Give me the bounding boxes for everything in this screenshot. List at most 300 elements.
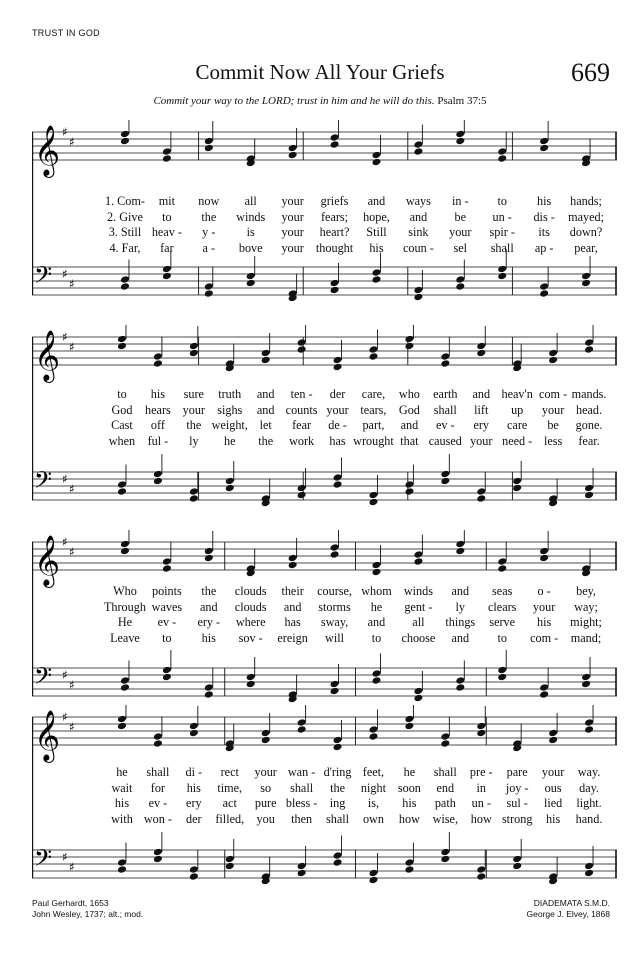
lyric-syllable: your (182, 402, 205, 417)
notehead (189, 729, 199, 738)
sharp-icon: ♯ (62, 125, 68, 139)
notehead (584, 862, 594, 871)
treble-clef-icon: 𝄞 (34, 330, 61, 381)
lyric-syllable: his (402, 796, 417, 810)
notehead (120, 282, 130, 291)
lyric-syllable: hands; (570, 194, 602, 208)
lyric-syllable: wise, (432, 811, 459, 826)
lyric-line (32, 210, 617, 225)
notehead (371, 268, 381, 277)
notehead (189, 865, 199, 874)
notehead (548, 349, 558, 358)
notehead (404, 342, 414, 351)
notehead (440, 352, 450, 361)
notehead (539, 683, 549, 692)
notehead (330, 140, 340, 149)
notehead (330, 279, 340, 288)
notehead (120, 547, 130, 556)
lyric-syllable: lift (474, 402, 489, 417)
lyric-syllable: to (162, 630, 172, 645)
notehead (581, 673, 591, 682)
notehead (404, 487, 414, 496)
lyric-line (32, 615, 617, 630)
lyric-syllable: un - (492, 209, 512, 224)
notehead (413, 286, 423, 295)
notehead (371, 561, 381, 570)
lyric-syllable: and (451, 584, 470, 598)
lyric-syllable: sov - (238, 630, 263, 645)
notehead (476, 872, 486, 881)
notehead (153, 359, 163, 368)
lyric-syllable: course, (317, 584, 352, 598)
lyric-syllable: hand. (575, 811, 603, 826)
lyric-syllable: has (329, 433, 346, 448)
lyric-syllable: storms (318, 599, 351, 614)
lyric-syllable: your (281, 240, 304, 255)
lyric-syllable: a - (202, 240, 216, 255)
notehead (413, 147, 423, 156)
lyric-syllable: your (281, 194, 304, 208)
notehead (368, 732, 378, 741)
notehead (261, 736, 271, 745)
lyric-syllable: sul - (506, 796, 528, 810)
lyric-syllable: with (111, 811, 133, 826)
lyric-syllable: ful - (147, 433, 169, 448)
lyric-syllable: hears (145, 402, 171, 417)
notehead (440, 848, 450, 857)
lyric-syllable: to (162, 209, 172, 224)
text-author: Paul Gerhardt, 1653 (32, 898, 109, 908)
lyric-syllable: heav - (151, 225, 182, 239)
notehead (368, 352, 378, 361)
lyric-syllable: de - (328, 418, 347, 432)
notehead (120, 137, 130, 146)
notehead (404, 858, 414, 867)
notehead (455, 676, 465, 685)
composer: George J. Elvey, 1868 (526, 909, 610, 919)
notehead (581, 272, 591, 281)
sharp-icon: ♯ (62, 472, 68, 486)
lyric-syllable: so (260, 780, 272, 795)
notehead (497, 666, 507, 675)
notehead (584, 869, 594, 878)
lyric-syllable: up (511, 402, 524, 417)
hymn-number: 669 (571, 58, 610, 87)
notehead (189, 342, 199, 351)
notehead (297, 484, 307, 493)
lyric-syllable: Cast (111, 418, 133, 432)
lyric-syllable: own (362, 811, 384, 826)
notehead (497, 557, 507, 566)
lyric-syllable: He (117, 615, 133, 629)
lyric-syllable: shall (433, 765, 457, 779)
lyric-line (32, 781, 617, 796)
notehead (455, 282, 465, 291)
notehead (204, 289, 214, 298)
lyric-syllable: soon (397, 780, 421, 795)
lyric-syllable: and (283, 599, 302, 614)
notehead (455, 683, 465, 692)
notehead (204, 144, 214, 153)
notehead (330, 687, 340, 696)
lyric-syllable: heart? (319, 225, 350, 239)
music-system-4 (32, 705, 617, 890)
lyric-syllable: then (291, 811, 313, 826)
notehead (261, 729, 271, 738)
lyric-syllable: pre - (469, 765, 493, 779)
lyric-syllable: ing (329, 796, 346, 810)
lyric-syllable: his (369, 240, 384, 255)
notehead (455, 547, 465, 556)
music-system-1 (32, 120, 617, 305)
lyric-line (32, 225, 617, 240)
lyric-syllable: Who (113, 584, 137, 598)
lyric-syllable: is (246, 225, 255, 239)
notehead (117, 865, 127, 874)
notehead (330, 133, 340, 142)
scripture-reference: Psalm 37:5 (437, 95, 487, 107)
treble-clef-icon: 𝄞 (34, 535, 61, 586)
credits-right (527, 898, 610, 920)
lyric-syllable: his (150, 387, 166, 401)
lyric-line (32, 796, 617, 811)
lyric-syllable: clouds (234, 599, 267, 614)
lyric-syllable: bless - (285, 796, 318, 810)
lyric-syllable: sway, (320, 615, 349, 629)
treble-clef-icon: 𝄞 (34, 710, 61, 761)
notehead (584, 338, 594, 347)
notehead (584, 725, 594, 734)
lyric-syllable: he (370, 599, 383, 614)
notehead (162, 154, 172, 163)
notehead (162, 557, 172, 566)
notehead (162, 666, 172, 675)
notehead (539, 289, 549, 298)
notehead (261, 356, 271, 365)
notehead (476, 865, 486, 874)
lyric-syllable: and (451, 630, 470, 645)
lyric-syllable: y - (202, 225, 216, 239)
music-system-3 (32, 530, 617, 710)
lyric-syllable: dis - (533, 209, 555, 224)
lyric-syllable: need - (502, 433, 533, 448)
notehead (440, 359, 450, 368)
notehead (333, 363, 343, 372)
notehead (120, 540, 130, 549)
lyric-syllable: ev - (148, 796, 168, 810)
lyric-syllable: serve (489, 615, 516, 629)
lyric-syllable: might; (570, 615, 602, 629)
lyric-syllable: points (151, 584, 182, 598)
lyric-syllable: spir - (489, 225, 515, 239)
notehead (548, 736, 558, 745)
notehead (404, 335, 414, 344)
lyric-line (32, 584, 617, 599)
notehead (371, 158, 381, 167)
lyric-syllable: winds (236, 209, 266, 224)
lyric-syllable: how (398, 811, 420, 826)
lyric-syllable: his (114, 796, 130, 810)
lyric-syllable: its (538, 225, 550, 239)
lyric-syllable: how (470, 811, 492, 826)
lyric-syllable: their (281, 584, 304, 598)
lyric-syllable: he (223, 433, 236, 448)
lyric-syllable: ery (186, 796, 202, 810)
lyric-syllable: truth (218, 387, 242, 401)
lyric-syllable: shall (490, 240, 514, 255)
sharp-icon: ♯ (69, 340, 75, 354)
lyric-syllable: light. (576, 796, 602, 810)
notehead (297, 338, 307, 347)
notehead (497, 673, 507, 682)
lyric-syllable: your (541, 765, 565, 779)
scripture-quote: Commit your way to the LORD; trust in him and he will do this. (153, 95, 435, 107)
lyric-syllable: and (367, 194, 386, 208)
notehead (440, 470, 450, 479)
notehead (120, 275, 130, 284)
lyric-syllable: far (160, 240, 174, 255)
notehead (584, 484, 594, 493)
lyric-syllable: strong (501, 811, 533, 826)
lyric-syllable: his (186, 780, 201, 795)
lyric-syllable: 2. Give (107, 209, 143, 224)
lyric-syllable: for (150, 780, 165, 795)
lyric-syllable: down? (569, 225, 603, 239)
notehead (371, 669, 381, 678)
bass-clef-icon: 𝄢 (34, 466, 53, 499)
lyric-syllable: and (367, 615, 386, 629)
lyric-syllable: your (254, 765, 277, 779)
lyric-syllable: to (497, 194, 507, 208)
sharp-icon: ♯ (69, 135, 75, 149)
notehead (440, 739, 450, 748)
bass-clef-icon: 𝄢 (34, 844, 53, 877)
lyric-syllable: bove (238, 240, 263, 255)
lyric-syllable: shall (290, 780, 314, 795)
lyric-syllable: un - (471, 796, 491, 810)
lyric-syllable: o - (537, 584, 551, 598)
lyric-syllable: ly (189, 433, 199, 448)
lyric-syllable: your (541, 402, 565, 417)
sharp-icon: ♯ (69, 720, 75, 734)
notehead (333, 356, 343, 365)
notehead (413, 293, 423, 302)
lyric-syllable: clouds (234, 584, 267, 598)
notehead (162, 272, 172, 281)
lyric-syllable: earth (433, 387, 458, 401)
notehead (225, 484, 235, 493)
lyric-syllable: gone. (575, 418, 603, 432)
notehead (117, 858, 127, 867)
notehead (153, 739, 163, 748)
notehead (117, 715, 127, 724)
notehead (584, 491, 594, 500)
notehead (189, 487, 199, 496)
lyric-syllable: that (400, 433, 419, 448)
notehead (371, 568, 381, 577)
notehead (246, 673, 256, 682)
lyric-syllable: der (186, 811, 202, 826)
notehead (476, 487, 486, 496)
lyric-syllable: shall (433, 402, 457, 417)
notehead (404, 722, 414, 731)
lyric-line (32, 434, 617, 449)
lyric-syllable: sure (183, 387, 204, 401)
notehead (539, 137, 549, 146)
notehead (120, 130, 130, 139)
lyric-syllable: joy - (505, 780, 529, 795)
lyric-syllable: work (289, 433, 315, 448)
section-heading: TRUST IN GOD (32, 28, 100, 38)
lyric-syllable: mand; (570, 630, 602, 645)
notehead (455, 137, 465, 146)
notehead (117, 480, 127, 489)
notehead (581, 680, 591, 689)
lyric-syllable: shall (146, 765, 170, 779)
notehead (288, 554, 298, 563)
lyric-line (32, 403, 617, 418)
notehead (413, 140, 423, 149)
notehead (204, 554, 214, 563)
lyric-syllable: the (258, 433, 274, 448)
lyric-syllable: won - (143, 811, 172, 826)
notehead (512, 484, 522, 493)
lyric-syllable: end (436, 780, 455, 795)
lyric-syllable: clears (487, 599, 517, 614)
lyric-syllable: has (284, 615, 301, 629)
lyric-line (32, 194, 617, 209)
music-system-2 (32, 325, 617, 510)
notehead (333, 743, 343, 752)
lyric-syllable: mit (158, 194, 176, 208)
notehead (153, 352, 163, 361)
lyric-syllable: is, (367, 796, 380, 810)
lyric-syllable: 1. Com- (104, 194, 145, 208)
notehead (497, 564, 507, 573)
notehead (539, 554, 549, 563)
lyric-syllable: the (186, 418, 202, 432)
lyric-syllable: care (507, 418, 528, 432)
notehead (476, 722, 486, 731)
lyric-syllable: gent - (404, 599, 433, 614)
lyric-syllable: less (543, 433, 563, 448)
notehead (189, 872, 199, 881)
lyric-syllable: will (325, 630, 345, 645)
notehead (330, 543, 340, 552)
lyric-syllable: lied (543, 796, 563, 810)
notehead (548, 356, 558, 365)
lyric-syllable: your (449, 225, 472, 239)
notehead (512, 477, 522, 486)
lyric-syllable: griefs (320, 194, 349, 208)
notehead (333, 851, 343, 860)
lyric-syllable: ways (405, 194, 431, 208)
notehead (162, 673, 172, 682)
lyric-syllable: care, (361, 387, 386, 401)
notehead (333, 736, 343, 745)
lyric-syllable: head. (576, 402, 603, 417)
sharp-icon: ♯ (69, 678, 75, 692)
notehead (117, 487, 127, 496)
notehead (368, 345, 378, 354)
notehead (153, 470, 163, 479)
lyric-syllable: filled, (215, 811, 245, 826)
notehead (404, 480, 414, 489)
lyric-syllable: his (537, 194, 552, 208)
lyric-syllable: God (111, 402, 133, 417)
notehead (476, 342, 486, 351)
notehead (476, 494, 486, 503)
notehead (246, 272, 256, 281)
notehead (333, 473, 343, 482)
lyric-syllable: the (201, 584, 217, 598)
lyric-syllable: to (371, 630, 382, 645)
lyric-syllable: 4. Far, (109, 240, 141, 255)
notehead (497, 154, 507, 163)
lyric-syllable: things (445, 615, 476, 629)
notehead (297, 491, 307, 500)
sharp-icon: ♯ (62, 535, 68, 549)
notehead (333, 480, 343, 489)
lyric-syllable: counts (285, 402, 318, 417)
lyric-syllable: your (470, 433, 493, 448)
notehead (539, 282, 549, 291)
lyric-syllable: winds (403, 584, 433, 598)
notehead (330, 286, 340, 295)
lyric-syllable: and (472, 387, 491, 401)
notehead (371, 676, 381, 685)
notehead (117, 335, 127, 344)
lyric-syllable: rect (220, 765, 239, 779)
notehead (455, 540, 465, 549)
lyric-syllable: tears, (360, 402, 387, 417)
lyric-syllable: and (256, 387, 275, 401)
notehead (371, 151, 381, 160)
lyric-syllable: and (199, 599, 218, 614)
notehead (162, 265, 172, 274)
notehead (297, 862, 307, 871)
lyric-syllable: all (244, 194, 257, 208)
lyric-syllable: mayed; (568, 209, 604, 224)
lyric-syllable: ev - (157, 615, 177, 629)
lyric-syllable: off (150, 418, 165, 432)
lyric-syllable: fears; (320, 209, 349, 224)
lyric-syllable: wrought (353, 433, 394, 448)
lyric-syllable: act (222, 796, 237, 810)
notehead (204, 547, 214, 556)
notehead (162, 147, 172, 156)
notehead (204, 137, 214, 146)
notehead (120, 676, 130, 685)
lyric-syllable: wan - (287, 765, 316, 779)
lyric-syllable: fear (292, 418, 312, 432)
lyric-syllable: caused (428, 433, 462, 448)
sharp-icon: ♯ (62, 267, 68, 281)
lyric-syllable: Through (103, 599, 146, 614)
tune-name: DIADEMATA S.M.D. (533, 898, 610, 908)
lyric-syllable: way; (574, 599, 598, 614)
lyric-syllable: the (201, 209, 217, 224)
lyric-line (32, 765, 617, 780)
lyric-line (32, 387, 617, 402)
lyric-syllable: he (116, 765, 128, 779)
lyric-syllable: ev - (436, 418, 455, 432)
bass-clef-icon: 𝄢 (34, 261, 53, 294)
lyric-syllable: night (360, 780, 386, 795)
lyric-syllable: and (409, 209, 428, 224)
notehead (368, 491, 378, 500)
notehead (153, 477, 163, 486)
